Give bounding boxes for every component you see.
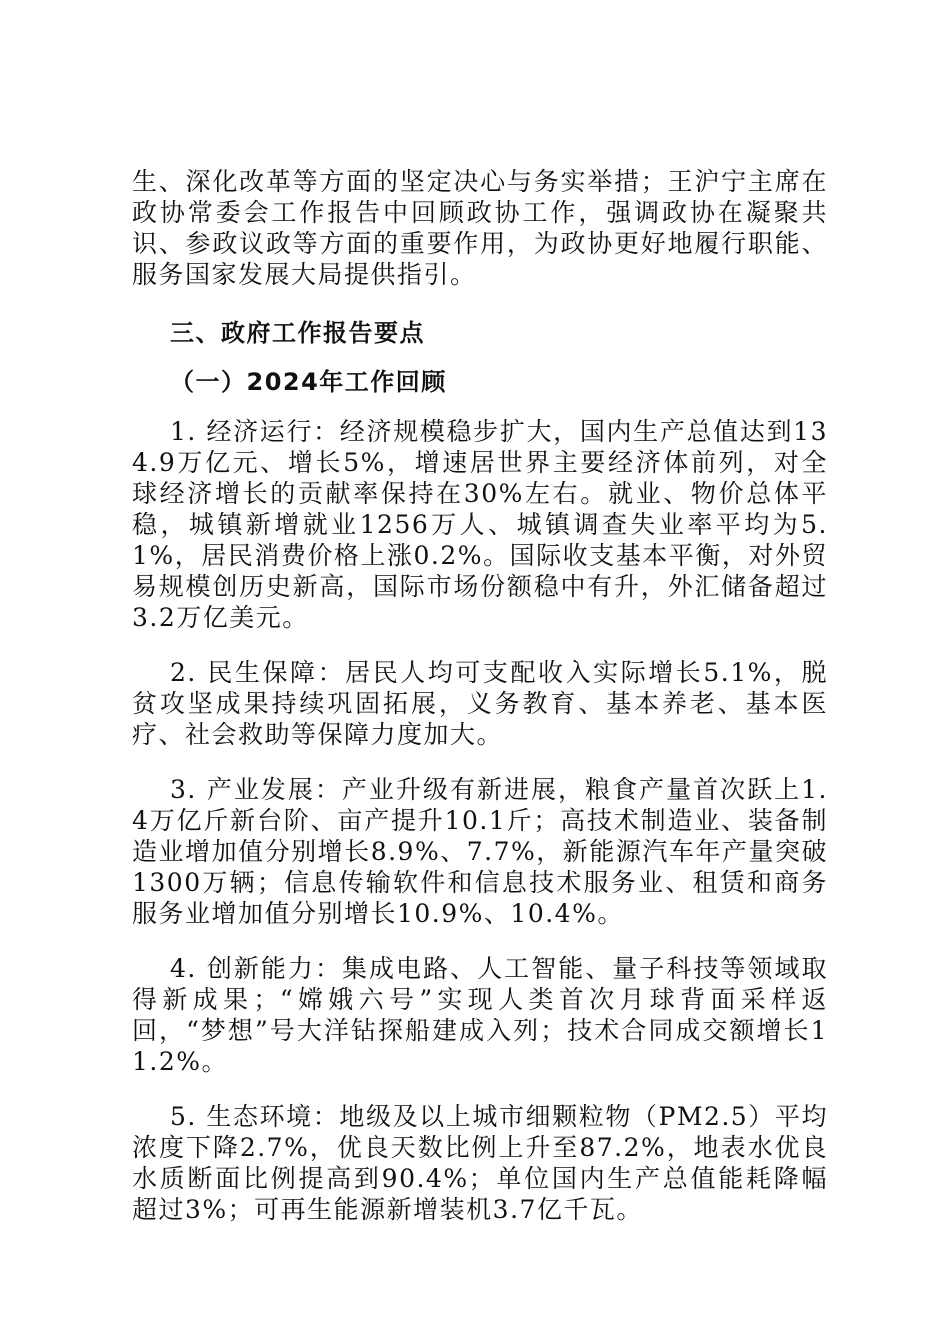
paragraph-environment: 5. 生态环境：地级及以上城市细颗粒物（PM2.5）平均浓度下降2.7%，优良天数比例上升至87.2%，地表水优良水质断面比例提高到90.4%；单位国内生产总值能耗降幅超过3%；可再生能源新增装机3.7亿千瓦。 — [132, 1102, 828, 1224]
paragraph-economy: 1. 经济运行：经济规模稳步扩大，国内生产总值达到134.9万亿元、增长5%，增速居世界主要经济体前列，对全球经济增长的贡献率保持在30%左右。就业、物价总体平稳，城镇新增就业1256万人、城镇调查失业率平均为5.1%，居民消费价格上涨0.2%。国际收支基本平衡，对外贸易规模创历史新高，国际市场份额稳中有升，外汇储备超过3.2万亿美元。 — [132, 417, 828, 632]
document-body — [132, 166, 828, 1225]
paragraph-innovation: 4. 创新能力：集成电路、人工智能、量子科技等领域取得新成果；“嫦娥六号”实现人类首次月球背面采样返回，“梦想”号大洋钻探船建成入列；技术合同成交额增长11.2%。 — [132, 954, 828, 1076]
paragraph-livelihood: 2. 民生保障：居民人均可支配收入实际增长5.1%，脱贫攻坚成果持续巩固拓展，义务教育、基本养老、基本医疗、社会救助等保障力度加大。 — [132, 658, 828, 749]
paragraph-intro-continued: 生、深化改革等方面的坚定决心与务实举措；王沪宁主席在政协常委会工作报告中回顾政协工作，强调政协在凝聚共识、参政议政等方面的重要作用，为政协更好地履行职能、服务国家发展大局提供指引。 — [132, 167, 828, 289]
paragraph-industry: 3. 产业发展：产业升级有新进展，粮食产量首次跃上1.4万亿斤新台阶、亩产提升10.1斤；高技术制造业、装备制造业增加值分别增长8.9%、7.7%，新能源汽车年产量突破1300万辆；信息传输软件和信息技术服务业、租赁和商务服务业增加值分别增长10.9%、10.4%。 — [132, 775, 828, 928]
subsection-heading: （一）2024年工作回顾 — [170, 368, 447, 396]
section-heading: 三、政府工作报告要点 — [170, 319, 425, 347]
